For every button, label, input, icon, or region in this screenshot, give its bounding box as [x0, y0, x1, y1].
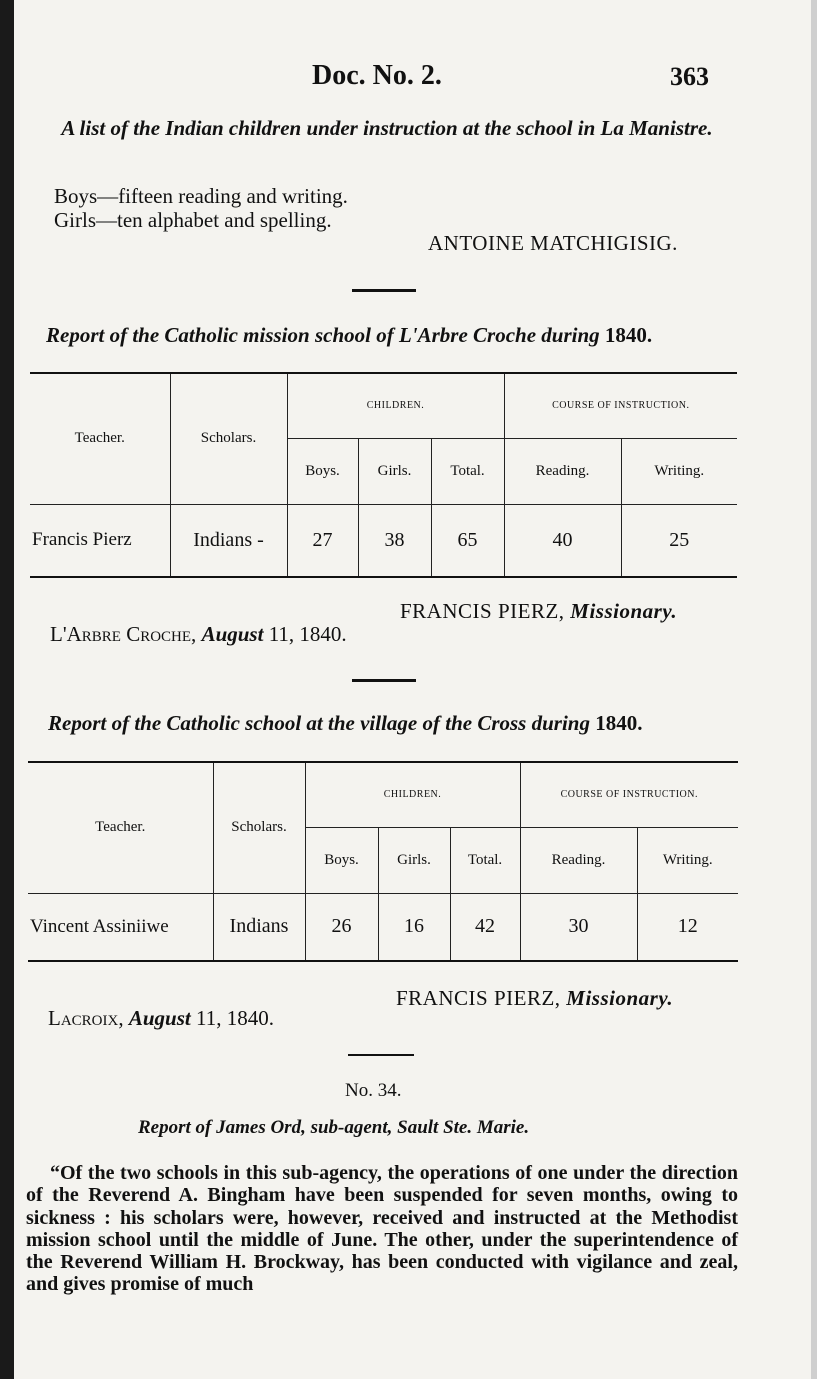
writing-header: Writing.: [637, 827, 738, 893]
course-header: COURSE OF INSTRUCTION.: [504, 373, 737, 438]
reading-cell: 40: [504, 504, 621, 577]
section-title: Report of James Ord, sub-agent, Sault Ste. Marie.: [138, 1117, 530, 1138]
report2-title: [48, 711, 642, 736]
reading-header: Reading.: [504, 438, 621, 504]
boys-line: Boys—fifteen reading and writing.: [54, 184, 348, 208]
teacher-header: Teacher.: [28, 762, 213, 893]
scan-border-left: [0, 0, 14, 1379]
report2-signature-name: FRANCIS PIERZ,: [396, 986, 561, 1010]
report1-title-year: 1840.: [604, 323, 653, 347]
report2-title-year: 1840.: [595, 711, 643, 735]
course-header: COURSE OF INSTRUCTION.: [520, 762, 738, 827]
girls-line: Girls—ten alphabet and spelling.: [54, 208, 332, 232]
teacher-cell: Francis Pierz: [30, 504, 170, 577]
report1-date-rest: 11, 1840.: [268, 622, 347, 646]
girls-header: Girls.: [378, 827, 450, 893]
report2-table: [28, 761, 738, 962]
boys-header: Boys.: [287, 438, 358, 504]
report2-signature-role: Missionary.: [566, 986, 674, 1010]
girls-cell: 16: [378, 893, 450, 961]
page-number: 363: [670, 62, 709, 91]
total-header: Total.: [450, 827, 520, 893]
table-row: [30, 504, 737, 577]
report2-signature: [396, 986, 673, 1011]
report2-date-rest: 11, 1840.: [195, 1006, 274, 1030]
scholars-cell: Indians -: [170, 504, 287, 577]
reading-header: Reading.: [520, 827, 637, 893]
reading-cell: 30: [520, 893, 637, 961]
total-header: Total.: [431, 438, 504, 504]
table-row: [28, 893, 738, 961]
report1-place: L'Arbre Croche,: [50, 622, 197, 646]
section-number: No. 34.: [345, 1080, 402, 1101]
children-header: CHILDREN.: [287, 373, 504, 438]
writing-header: Writing.: [621, 438, 737, 504]
teacher-header: Teacher.: [30, 373, 170, 504]
report2-place: Lacroix,: [48, 1006, 124, 1030]
body-paragraph: “Of the two schools in this sub-agency, the operations of one under the direction of the Reverend A. Bingham have been suspended for seven months, owing to sickness : his scholars were, however, received and instructed at the Methodist mission school until the middle of June. The other, under the superintendence of the Reverend William H. Brockway, has been conducted with vigilance and zeal, and gives promise of much: [26, 1162, 738, 1296]
scholars-header: Scholars.: [170, 373, 287, 504]
boys-header: Boys.: [305, 827, 378, 893]
report1-date-month: August: [201, 622, 264, 646]
list-title: A list of the Indian children under instruction at the school in La Manistre.: [61, 116, 713, 140]
report1-dateline: [50, 622, 347, 647]
total-cell: 42: [450, 893, 520, 961]
boys-cell: 27: [287, 504, 358, 577]
report1-signature-name: FRANCIS PIERZ,: [400, 599, 565, 623]
boys-cell: 26: [305, 893, 378, 961]
report2-dateline: [48, 1006, 274, 1031]
writing-cell: 12: [637, 893, 738, 961]
report1-signature-role: Missionary.: [570, 599, 678, 623]
section-divider: [352, 289, 416, 292]
girls-header: Girls.: [358, 438, 431, 504]
report1-title-text: Report of the Catholic mission school of L'Arbre Croche during: [46, 323, 600, 347]
document-number: Doc. No. 2.: [312, 60, 442, 91]
report1-title: [46, 323, 652, 348]
report2-title-text: Report of the Catholic school at the village of the Cross during: [48, 711, 590, 735]
scan-border-right: [811, 0, 817, 1379]
section-divider: [352, 679, 416, 682]
children-header: CHILDREN.: [305, 762, 520, 827]
report1-table: [30, 372, 737, 578]
report2-date-month: August: [128, 1006, 191, 1030]
girls-cell: 38: [358, 504, 431, 577]
teacher-cell: Vincent Assiniiwe: [28, 893, 213, 961]
writing-cell: 25: [621, 504, 737, 577]
scholars-header: Scholars.: [213, 762, 305, 893]
total-cell: 65: [431, 504, 504, 577]
scholars-cell: Indians: [213, 893, 305, 961]
report1-signature: [400, 599, 677, 624]
section-divider: [348, 1054, 414, 1056]
list-signature: ANTOINE MATCHIGISIG.: [428, 231, 678, 255]
